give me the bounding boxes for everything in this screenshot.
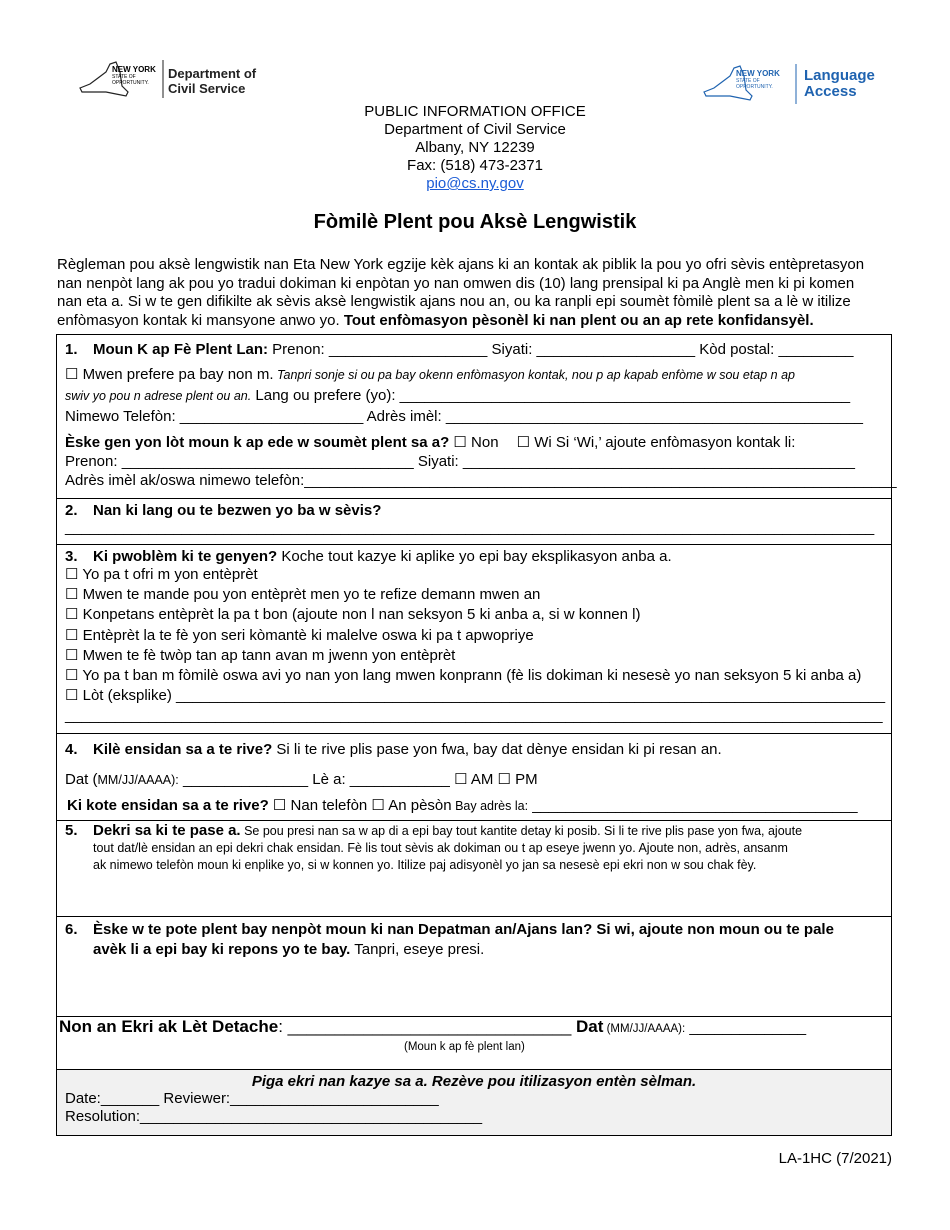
printed-name-section	[57, 1017, 891, 1070]
section-heading: Nan ki lang ou te bezwen yo ba w sèvis?	[93, 502, 382, 519]
section-number: 2.	[65, 502, 78, 519]
intro-confidential: Tout enfòmasyon pèsonèl ki nan plent ou an ap rete konfidansyèl.	[339, 311, 814, 329]
problem-option[interactable]: ☐ Mwen te mande pou yon entèprèt men yo te refize demann mwen an	[65, 586, 541, 603]
form-title: Fòmilè Plent pou Aksè Lengwistik	[313, 211, 637, 233]
office-name: PUBLIC INFORMATION OFFICE	[364, 103, 586, 120]
email-field[interactable]: Adrès imèl: __________________________________________________	[363, 408, 863, 425]
problem-option[interactable]: ☐ Yo pa t ban m fòmilè oswa avi yo nan yon lang mwen konprann (fè lis dokiman ki nesesè yo nan seksyon 5 ki anba a)	[65, 667, 862, 684]
section-4	[57, 734, 891, 821]
logo-dept-line1: Department of	[168, 66, 257, 81]
logo-state-text3: OPPORTUNITY.	[736, 84, 773, 90]
printed-name-field[interactable]: : ______________________________	[278, 1017, 572, 1036]
section-6	[57, 917, 891, 1017]
am-checkbox[interactable]: ☐ AM	[449, 771, 494, 788]
section-2	[57, 499, 891, 545]
anonymous-note: Tanpri sonje si ou pa bay okenn enfòmasyon kontak, nou p ap kapab enfòme w sou etap n ap	[273, 368, 795, 382]
logo-state-text: NEW YORK	[112, 65, 156, 74]
office-use-box	[57, 1070, 891, 1135]
sign-date-format: (MM/JJ/AAAA):	[603, 1023, 686, 1035]
address-label: Bay adrès la:	[451, 799, 529, 813]
anonymous-checkbox[interactable]: ☐ Mwen prefere pa bay non m.	[65, 366, 274, 383]
nys-civil-service-logo	[76, 58, 276, 102]
section-instructions: tout dat/lè ensidan an epi dekri chak ensidan. Fè lis tout sèvis ak dokiman ou t ap eseye jwenn yo. Ajoute non, adrès, ansanm	[93, 841, 788, 855]
date-format: MM/JJ/AAAA):	[97, 773, 179, 787]
complaint-form	[56, 334, 897, 1136]
where-question: Ki kote ensidan sa a te rive?	[67, 797, 269, 814]
problem-option[interactable]: ☐ Mwen te fè twòp tan ap tann avan m jwenn yon entèprèt	[65, 647, 456, 664]
section-instructions: ak nimewo telefòn moun ki enplike yo, si w konnen yo. Itilize paj adisyonèl yo jan sa nesesè epi ekri non w sou chak fèy.	[93, 858, 757, 872]
section-3	[57, 545, 891, 734]
problem-option[interactable]: ☐ Konpetans entèprèt la pa t bon (ajoute non l nan seksyon 5 ki anba a, si w konnen l)	[65, 606, 641, 623]
anonymous-note-cont: swiv yo pou n adrese plent ou an.	[65, 389, 252, 403]
printed-name-caption: (Moun k ap fè plent lan)	[404, 1041, 525, 1053]
problem-option[interactable]: ☐ Yo pa t ofri m yon entèprèt	[65, 566, 258, 583]
problem-explain-field[interactable]: __________________________________________________________________________________________________	[65, 707, 883, 724]
pm-checkbox[interactable]: ☐ PM	[493, 771, 538, 788]
section-number: 3.	[65, 548, 78, 565]
logo-state-text3: OPPORTUNITY.	[112, 80, 149, 86]
printed-name-label: Non an Ekri ak Lèt Detache	[59, 1017, 279, 1036]
helper-yes-checkbox[interactable]: ☐ Wi	[516, 434, 552, 451]
logo-title-line2: Access	[804, 83, 857, 100]
section-1	[57, 335, 897, 499]
section-heading: Kilè ensidan sa a te rive?	[93, 741, 273, 758]
section-heading-cont: avèk li a epi bay ki repons yo te bay.	[93, 941, 351, 958]
logo-state-text2: STATE OF	[736, 78, 760, 84]
office-city: Albany, NY 12239	[415, 139, 535, 156]
section-instructions: Si li te rive plis pase yon fwa, bay dat dènye ensidan ki pi resan an.	[272, 741, 722, 758]
office-use-notice: Piga ekri nan kazye sa a. Rezève pou itilizasyon entèn sèlman.	[251, 1073, 697, 1090]
reviewer-line: Date:_______ Reviewer:_________________________	[65, 1090, 439, 1107]
logo-dept-line2: Civil Service	[168, 81, 246, 96]
first-name-field[interactable]: Prenon: ___________________	[268, 341, 488, 358]
intro-line	[57, 312, 897, 331]
section-number: 4.	[65, 741, 78, 758]
section-heading: Dekri sa ki te pase a.	[93, 822, 241, 839]
section-number: 1.	[65, 341, 78, 358]
section-heading: Èske w te pote plent bay nenpòt moun ki nan Depatman an/Ajans lan? Si wi, ajoute non moun ou te pale	[93, 921, 834, 938]
resolution-line: Resolution:_________________________________________	[65, 1108, 483, 1125]
helper-no-checkbox[interactable]: ☐ Non	[449, 434, 499, 451]
intro-line: nan eta a. Si w te gen difikilte ak sèvis aksè lengwistik ajans nou an, ou ka ranpli epi soumèt fòmilè plent sa a lè w itilize	[57, 293, 851, 310]
intro-line: Règleman pou aksè lengwistik nan Eta New York egzije kèk ajans ki an kontak ak piblik la pou yo ofri sèvis entèpretasyon	[57, 256, 865, 273]
language-pref-field[interactable]: Lang ou prefere (yo): ______________________________________________________	[251, 387, 851, 404]
logo-state-text: NEW YORK	[736, 69, 780, 78]
problem-option-other[interactable]: ☐ Lòt (eksplike) _____________________________________________________________________________________	[65, 687, 886, 704]
section-5	[57, 821, 891, 917]
section-heading: Moun K ap Fè Plent Lan:	[93, 341, 268, 358]
helper-first-name-field[interactable]: Prenon: ___________________________________	[65, 453, 414, 470]
office-email-link[interactable]: pio@cs.ny.gov	[426, 175, 524, 192]
office-fax: Fax: (518) 473-2371	[407, 157, 543, 174]
problem-option[interactable]: ☐ Entèprèt la te fè yon seri kòmantè ki malelve oswa ki pa t apwopriye	[65, 627, 534, 644]
intro-text: enfòmasyon kontak ki mansyone anwo yo.	[57, 311, 340, 329]
logo-title-line1: Language	[804, 67, 875, 84]
language-needed-field[interactable]: _________________________________________________________________________________________________	[65, 519, 875, 536]
date-field[interactable]: _______________	[178, 771, 309, 788]
office-header	[0, 103, 950, 193]
language-access-logo	[700, 60, 890, 108]
form-code: LA-1HC (7/2021)	[778, 1150, 892, 1167]
date-label: Dat (	[65, 771, 98, 788]
sign-date-field[interactable]: ______________	[685, 1019, 807, 1036]
phone-field[interactable]: Nimewo Telefòn: ______________________	[65, 408, 364, 425]
section-instructions: Koche tout kazye ki aplike yo epi bay eksplikasyon anba a.	[277, 548, 672, 565]
address-field[interactable]: _______________________________________	[528, 797, 858, 814]
sign-date-label: Dat	[571, 1017, 604, 1036]
intro-paragraph	[57, 256, 897, 330]
section-heading: Ki pwoblèm ki te genyen?	[93, 548, 278, 565]
section-number: 5.	[65, 822, 78, 839]
intro-line: nan nenpòt lang ak pou yo tradui dokiman ki enpòtan yo nan omwen dis (10) lang prensipal ki pa Anglè men ki pi komen	[57, 274, 855, 292]
zip-field[interactable]: Kòd postal: _________	[695, 341, 854, 358]
last-name-field[interactable]: Siyati: ___________________	[487, 341, 696, 358]
section-instructions: Tanpri, eseye presi.	[350, 941, 485, 958]
logo-state-text2: STATE OF	[112, 74, 136, 80]
helper-contact-field[interactable]: Adrès imèl ak/oswa nimewo telefòn:_______________________________________________________________________	[65, 472, 897, 489]
time-field[interactable]: Lè a: ____________	[308, 771, 450, 788]
in-person-checkbox[interactable]: ☐ An pèsòn	[367, 797, 452, 814]
section-number: 6.	[65, 921, 78, 938]
section-instructions: Se pou presi nan sa w ap di a epi bay tout kantite detay ki posib. Si li te rive plis pase yon fwa, ajoute	[240, 824, 803, 838]
office-dept: Department of Civil Service	[384, 121, 566, 138]
helper-last-name-field[interactable]: Siyati: _______________________________________________	[413, 453, 855, 470]
phone-checkbox[interactable]: ☐ Nan telefòn	[268, 797, 368, 814]
helper-question: Èske gen yon lòt moun k ap ede w soumèt plent sa a?	[65, 434, 450, 451]
helper-if-yes: Si ‘Wi,’ ajoute enfòmasyon kontak li:	[551, 434, 796, 451]
